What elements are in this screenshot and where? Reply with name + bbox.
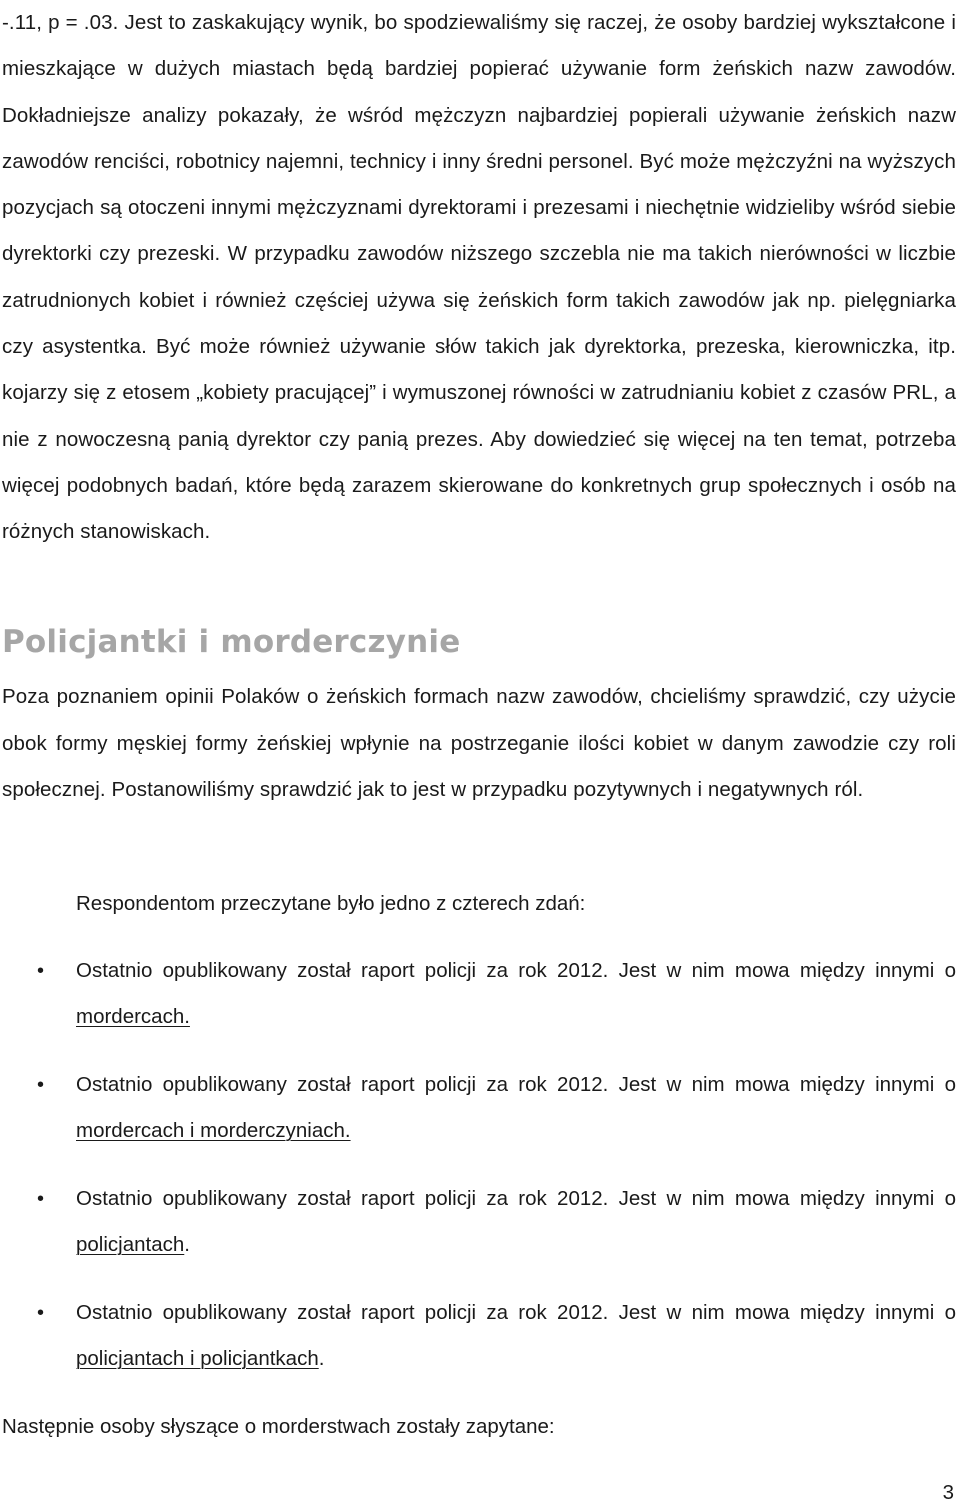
closing-line: Następnie osoby słyszące o morderstwach zostały zapytane: xyxy=(2,1415,555,1438)
underlined-term: policjantach xyxy=(76,1233,185,1257)
list-item-suffix: . xyxy=(318,1347,325,1371)
list-item-prefix: Ostatnio opublikowany został raport policji za rok 2012. Jest w nim mowa między innymi o xyxy=(76,1187,956,1210)
list-item-text xyxy=(76,1062,956,1154)
list-item xyxy=(0,1290,960,1390)
list-item-prefix: Ostatnio opublikowany został raport policji za rok 2012. Jest w nim mowa między innymi o xyxy=(76,1301,956,1324)
page-number: 3 xyxy=(942,1481,954,1504)
list-item xyxy=(0,1062,960,1162)
list-item xyxy=(0,1176,960,1276)
underlined-term: mordercach. xyxy=(76,1005,190,1029)
list-item xyxy=(0,948,960,1048)
intro-line: Respondentom przeczytane było jedno z czterech zdań: xyxy=(76,892,586,915)
list-item-text xyxy=(76,948,956,1040)
list-item-prefix: Ostatnio opublikowany został raport policji za rok 2012. Jest w nim mowa między innymi o xyxy=(76,1073,956,1096)
list-item-text xyxy=(76,1290,956,1382)
body-paragraph-2: Poza poznaniem opinii Polaków o żeńskich formach nazw zawodów, chcieliśmy sprawdzić, czy użycie obok formy męskiej formy żeńskiej wpłynie na postrzeganie ilości kobiet w danym zawodzie czy roli społecznej. Postanowiliśmy sprawdzić jak to jest w przypadku pozytywnych i negatywnych ról. xyxy=(2,685,956,801)
bullet-icon: • xyxy=(37,960,45,982)
underlined-term: policjantach i policjantkach xyxy=(76,1347,319,1371)
bullet-icon: • xyxy=(37,1188,45,1210)
bullet-icon: • xyxy=(37,1302,45,1324)
list-item-text xyxy=(76,1176,956,1268)
section-heading: Policjantki i morderczynie xyxy=(2,624,461,660)
bullet-icon: • xyxy=(37,1074,45,1096)
list-item-prefix: Ostatnio opublikowany został raport policji za rok 2012. Jest w nim mowa między innymi o xyxy=(76,959,956,982)
list-item-suffix: . xyxy=(184,1233,190,1257)
body-paragraph-1: -.11, p = .03. Jest to zaskakujący wynik, bo spodziewaliśmy się raczej, że osoby bardziej wykształcone i mieszkające w dużych miastach będą bardziej popierać używanie form żeńskich nazw zawodów. Dokładniejsze analizy pokazały, że wśród mężczyzn najbardziej popierali używanie żeńskich nazw zawodów renciści, robotnicy najemni, technicy i inny średni personel. Być może mężczyźni na wyższych pozycjach są otoczeni innymi mężczyznami dyrektorami i prezesami i niechętnie widzieliby wśród siebie dyrektorki czy prezeski. W przypadku zawodów niższego szczebla nie ma takich nierówności w liczbie zatrudnionych kobiet i również częściej używa się żeńskich form takich zawodów jak np. pielęgniarka czy asystentka. Być może również używanie słów takich jak dyrektorka, prezeska, kierowniczka, itp. kojarzy się z etosem „kobiety pracującej” i wymuszonej równości w zatrudnianiu kobiet z czasów PRL, a nie z nowoczesną panią dyrektor czy panią prezes. Aby dowiedzieć się więcej na ten temat, potrzeba więcej podobnych badań, które będą zarazem skierowane do konkretnych grup społecznych i osób na różnych stanowiskach. xyxy=(2,11,956,544)
underlined-term: mordercach i morderczyniach. xyxy=(76,1119,351,1143)
